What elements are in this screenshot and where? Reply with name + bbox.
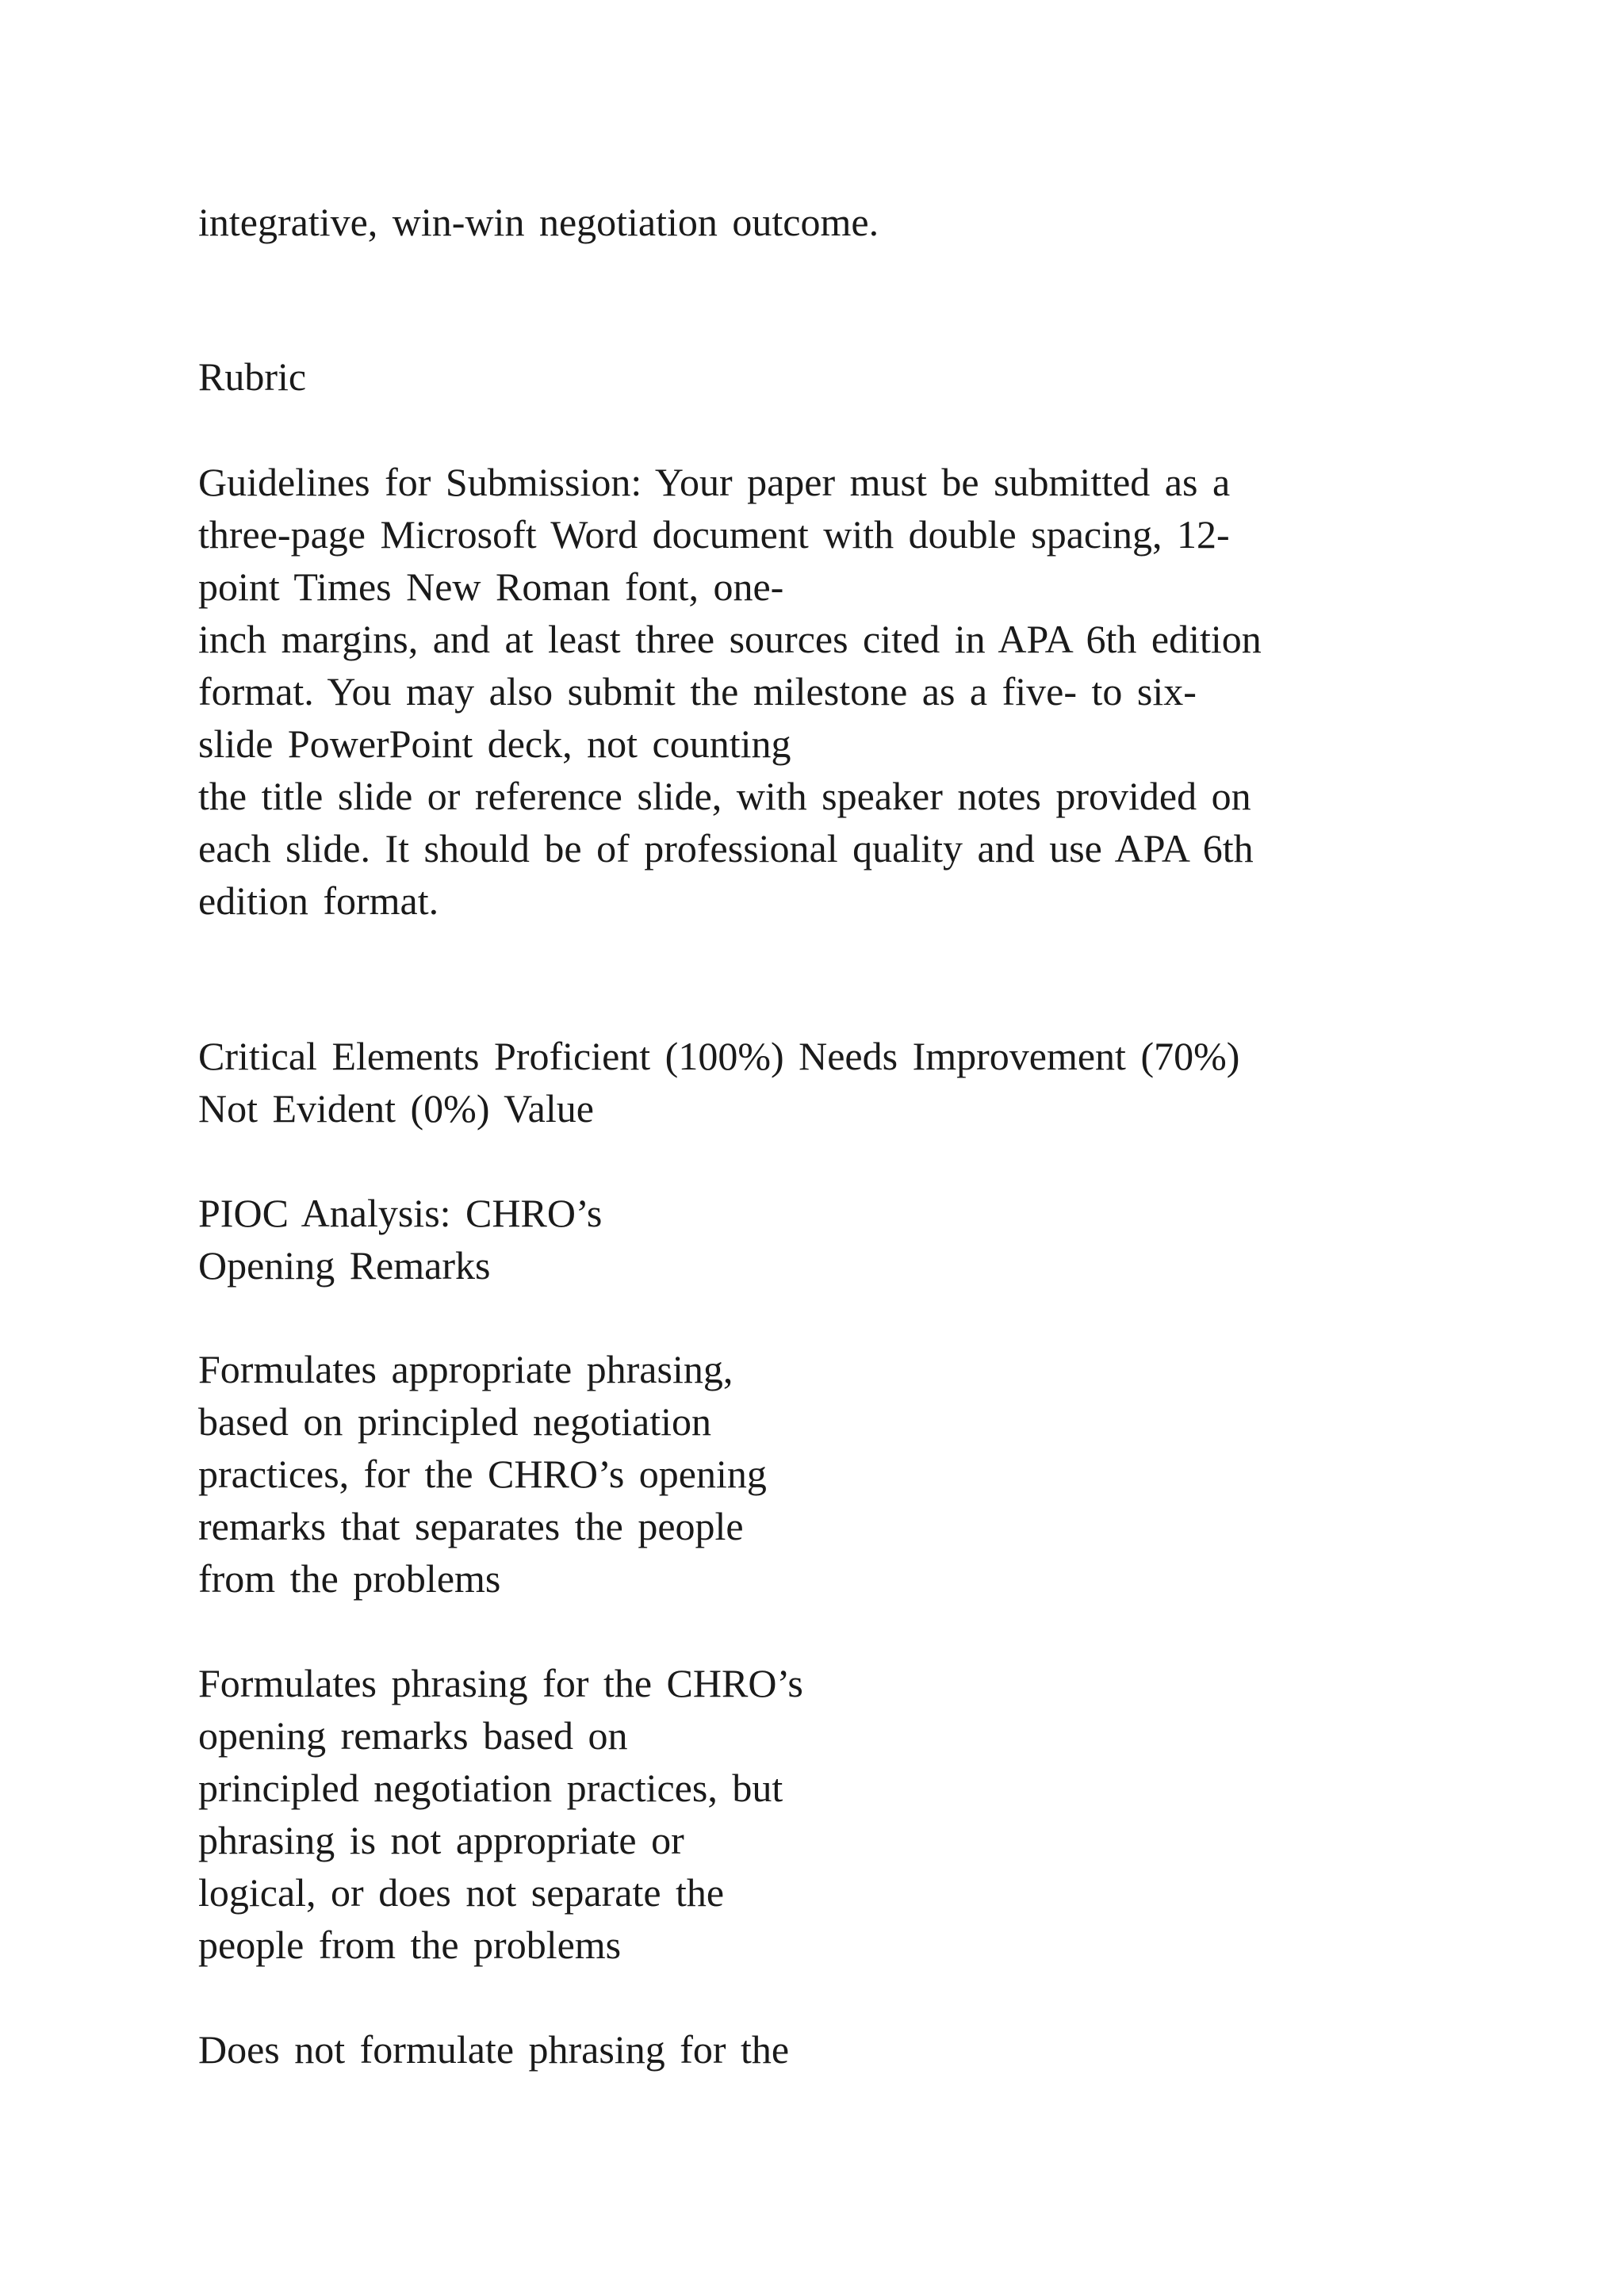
- needs-improvement-description-line: people from the problems: [198, 1923, 622, 1967]
- submission-guidelines-line: each slide. It should be of professional quality and use APA 6th: [198, 826, 1254, 871]
- submission-guidelines-line: format. You may also submit the milestone as a five- to six-: [198, 669, 1197, 714]
- rubric-columns-line: Not Evident (0%) Value: [198, 1086, 594, 1131]
- submission-guidelines-line: three-page Microsoft Word document with double spacing, 12-: [198, 512, 1230, 557]
- proficient-description-line: practices, for the CHRO’s opening: [198, 1452, 767, 1496]
- intro-fragment-line: integrative, win-win negotiation outcome.: [198, 200, 879, 244]
- not-evident-description-line: Does not formulate phrasing for the: [198, 2027, 790, 2072]
- rubric-heading: Rubric: [198, 354, 307, 399]
- rubric-columns-line: Critical Elements Proficient (100%) Needs Improvement (70%): [198, 1034, 1240, 1078]
- needs-improvement-description-line: logical, or does not separate the: [198, 1870, 725, 1915]
- submission-guidelines-line: the title slide or reference slide, with speaker notes provided on: [198, 774, 1251, 818]
- needs-improvement-description-line: principled negotiation practices, but: [198, 1766, 783, 1810]
- criterion-title-line: Opening Remarks: [198, 1243, 491, 1288]
- proficient-description-line: based on principled negotiation: [198, 1399, 712, 1444]
- needs-improvement-description-line: opening remarks based on: [198, 1713, 628, 1758]
- submission-guidelines-line: edition format.: [198, 878, 439, 923]
- needs-improvement-description-line: phrasing is not appropriate or: [198, 1818, 684, 1862]
- submission-guidelines-line: slide PowerPoint deck, not counting: [198, 721, 791, 766]
- proficient-description-line: from the problems: [198, 1556, 501, 1601]
- proficient-description-line: remarks that separates the people: [198, 1504, 744, 1548]
- submission-guidelines-line: point Times New Roman font, one-: [198, 564, 784, 609]
- criterion-title-line: PIOC Analysis: CHRO’s: [198, 1191, 603, 1235]
- proficient-description-line: Formulates appropriate phrasing,: [198, 1347, 733, 1391]
- submission-guidelines-line: inch margins, and at least three sources cited in APA 6th edition: [198, 617, 1262, 661]
- needs-improvement-description-line: Formulates phrasing for the CHRO’s: [198, 1661, 803, 1705]
- submission-guidelines-line: Guidelines for Submission: Your paper must be submitted as a: [198, 460, 1231, 504]
